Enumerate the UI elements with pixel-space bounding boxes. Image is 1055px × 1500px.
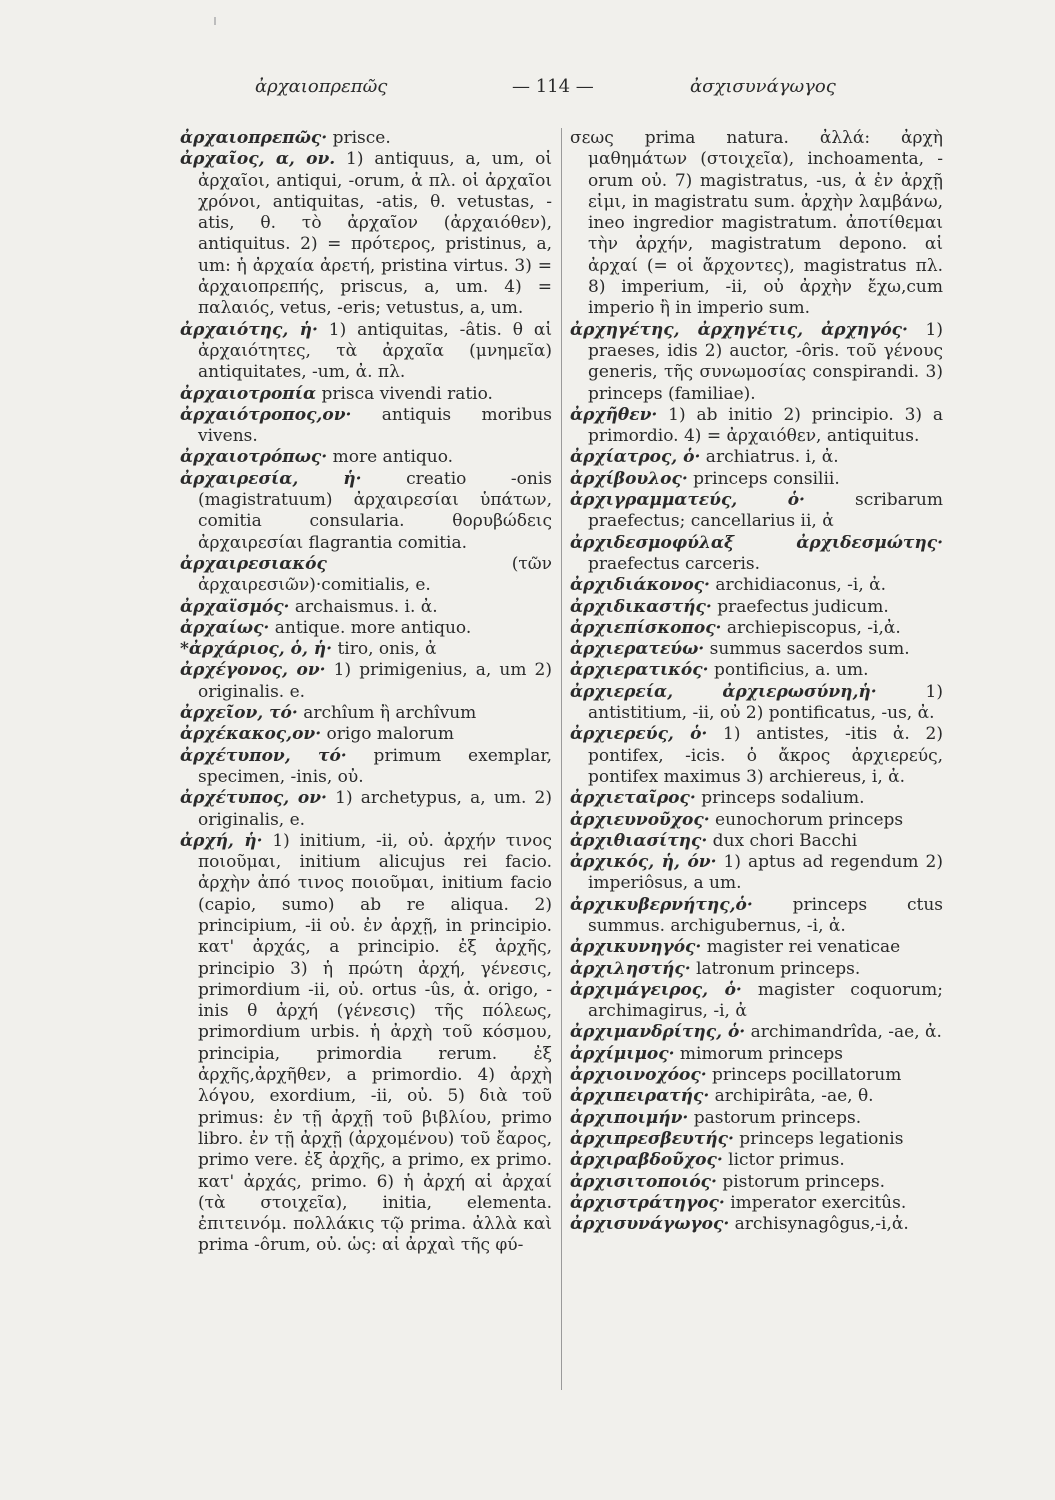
dictionary-entry xyxy=(180,724,552,745)
headword: ἀρχαιρεσιακός xyxy=(180,553,327,574)
dictionary-entry xyxy=(570,618,943,639)
headword: ἀρχισιτοποιός· xyxy=(570,1171,717,1192)
definition: 1) antiquitas, -âtis. θ αἱ ἀρχαιότητες, τὰ ἀρχαῖα (μνημεῖα) antiquitates, -um, ἀ. πλ. xyxy=(198,319,553,383)
dictionary-entry xyxy=(180,149,552,319)
definition: pastorum princeps. xyxy=(688,1107,862,1128)
headword: ἀρχαιότροπος,ον· xyxy=(180,404,352,425)
dictionary-entry xyxy=(570,575,943,596)
headword: ἀρχιστράτηγος· xyxy=(570,1192,725,1213)
headword: ἀρχιπρεσβευτής· xyxy=(570,1128,734,1149)
headword: ἀρχισυνάγωγος· xyxy=(570,1214,730,1235)
dictionary-entry xyxy=(180,660,552,703)
headword: ἀρχιεπίσκοπος· xyxy=(570,617,722,638)
dictionary-entry xyxy=(180,788,552,831)
definition: primum exemplar, specimen, -inis, οὐ. xyxy=(198,745,552,787)
headword: ἀρχέγονος, ον· xyxy=(180,660,326,681)
paper-mark xyxy=(214,17,216,25)
dictionary-entry xyxy=(570,1086,943,1107)
headword: ἀρχιευνοῦχος· xyxy=(570,809,710,830)
headword: ἀρχιληστής· xyxy=(570,958,691,979)
definition: mimorum princeps xyxy=(674,1043,844,1064)
headword: ἀρχιδιάκονος· xyxy=(570,575,710,596)
dictionary-entry xyxy=(180,469,552,554)
definition: archiatrus. i, ἀ. xyxy=(700,447,839,468)
headword: ἀρχιερατεύω· xyxy=(570,639,705,660)
definition: archaismus. i. ἀ. xyxy=(289,596,438,617)
dictionary-entry xyxy=(180,554,552,597)
definition: princeps sodalium. xyxy=(695,788,865,809)
definition: antique. more antiquo. xyxy=(269,617,472,638)
headword: ἀρχηγέτης, ἀρχηγέτις, ἀρχηγός· xyxy=(570,319,908,340)
header-last-word: ἀσχισυνάγωγος xyxy=(690,76,836,97)
dictionary-entry xyxy=(570,447,943,468)
headword: ἀρχιμάγειρος, ὁ· xyxy=(570,979,742,1000)
definition: archipirâta, -ae, θ. xyxy=(709,1086,874,1107)
headword: ἀρχιδεσμοφύλαξ ἀρχιδεσμώτης· xyxy=(570,532,943,553)
dictionary-entry xyxy=(180,128,552,149)
header-first-word: ἀρχαιοπρεπῶς xyxy=(255,76,388,97)
right-column xyxy=(570,128,943,1235)
headword: ἀρχέτυπος, ον· xyxy=(180,788,327,809)
dictionary-entry xyxy=(570,959,943,980)
definition: scribarum praefectus; cancellarius ii, ἀ xyxy=(588,490,943,532)
dictionary-entry xyxy=(570,724,943,788)
headword: ἀρχεῖον, τό· xyxy=(180,703,298,724)
definition: princeps ctus summus. archigubernus, -i, ἀ. xyxy=(588,894,943,936)
definition: archidiaconus, -i, ἀ. xyxy=(709,575,887,596)
definition: princeps consilii. xyxy=(687,468,840,489)
definition: more antiquo. xyxy=(327,447,454,468)
definition: σεως prima natura. ἀλλά: ἀρχὴ μαθημάτων (στοιχεῖα), inchoamenta, -orum οὐ. 7) magistratus, -us, ἀ ἐν ἀρχῇ εἰμι, in magistratu sum. ἀρχὴν λαμβάνω, ineo ingredior magistratum. ἀποτίθεμαι τὴν ἀρχήν, magistratum depono. αἱ ἀρχαί (= οἱ ἄρχοντες), magistratus πλ. 8) imperium, -ii, οὐ ἀρχὴν ἔχω,cum imperio ἢ in imperio sum. xyxy=(570,128,943,319)
definition: 1) ab initio 2) principio. 3) a primordio. 4) = ἀρχαιόθεν, antiquitus. xyxy=(588,404,943,447)
dictionary-entry xyxy=(570,469,943,490)
definition: archimandrîda, -ae, ἀ. xyxy=(745,1022,942,1043)
dictionary-entry xyxy=(570,1172,943,1193)
definition: antiquis moribus vivens. xyxy=(198,404,552,447)
dictionary-entry xyxy=(570,1129,943,1150)
definition: archiepiscopus, -i,ἀ. xyxy=(721,617,901,638)
definition: princeps legationis xyxy=(733,1128,904,1149)
headword: ἀρχικός, ἡ, όν· xyxy=(570,852,717,873)
definition: archîum ἢ archîvum xyxy=(297,703,477,724)
dictionary-entry xyxy=(180,597,552,618)
dictionary-entry xyxy=(570,937,943,958)
definition: origo malorum xyxy=(321,724,454,745)
definition: latronum princeps. xyxy=(690,958,861,979)
dictionary-entry xyxy=(570,831,943,852)
left-column xyxy=(180,128,552,1257)
dictionary-entry xyxy=(180,639,552,660)
dictionary-entry xyxy=(180,320,552,384)
headword: ἀρχιπειρατής· xyxy=(570,1086,710,1107)
definition: (τῶν ἀρχαιρεσιῶν)·comitialis, e. xyxy=(198,553,552,596)
dictionary-entry xyxy=(570,895,943,938)
dictionary-entry xyxy=(180,703,552,724)
dictionary-entry xyxy=(180,618,552,639)
headword: ἀρχιερατικός· xyxy=(570,660,709,681)
dictionary-entry xyxy=(570,810,943,831)
dictionary-entry xyxy=(180,746,552,789)
dictionary-entry xyxy=(570,1108,943,1129)
headword: ἀρχιποιμήν· xyxy=(570,1107,689,1128)
dictionary-entry xyxy=(570,1193,943,1214)
headword: ἀρχαϊσμός· xyxy=(180,596,290,617)
dictionary-entry xyxy=(570,660,943,681)
definition: eunochorum princeps xyxy=(709,809,904,830)
dictionary-entry xyxy=(570,1214,943,1235)
headword: ἀρχιερεύς, ὁ· xyxy=(570,724,708,745)
headword: *ἀρχάριος, ὁ, ἡ· xyxy=(180,639,333,660)
headword: ἀρχαιρεσία, ἡ· xyxy=(180,468,362,489)
dictionary-entry xyxy=(180,831,552,1257)
column-divider xyxy=(561,128,562,1390)
headword: ἀρχίατρος, ὁ· xyxy=(570,447,701,468)
headword: ἀρχαιοτρόπως· xyxy=(180,447,328,468)
headword: ἀρχαιοπρεπῶς· xyxy=(180,128,328,148)
headword: ἀρχιθιασίτης· xyxy=(570,830,708,851)
dictionary-entry xyxy=(570,639,943,660)
definition: imperator exercitûs. xyxy=(724,1192,907,1213)
definition: prisce. xyxy=(327,128,391,148)
headword: ἀρχιγραμματεύς, ὁ· xyxy=(570,490,805,511)
headword: ἀρχαίως· xyxy=(180,617,270,638)
headword: ἀρχίμιμος· xyxy=(570,1043,675,1064)
definition: 1) antistes, -itis ἀ. 2) pontifex, -icis. ὁ ἄκρος ἀρχιερεύς, pontifex maximus 3) archiereus, i, ἀ. xyxy=(588,724,943,787)
headword: ἀρχέτυπον, τό· xyxy=(180,745,347,766)
dictionary-entry xyxy=(570,1065,943,1086)
definition: 1) praeses, idis 2) auctor, -ôris. τοῦ γένους generis, τῆς συνωμοσίας conspirandi. 3) princeps (familiae). xyxy=(588,319,943,404)
definition: 1) antiquus, a, um, οἱ ἀρχαῖοι, antiqui, -orum, ἀ πλ. οἱ ἀρχαῖοι χρόνοι, antiquitas, -atis, θ. vetustas, -atis, θ. τὸ ἀρχαῖον (ἀρχαιόθεν), antiquitus. 2) = πρότερος, pristinus, a, um: ἡ ἀρχαία ἀρετή, pristina virtus. 3) = ἀρχαιοπρεπής, priscus, a, um. 4) = παλαιός, vetus, -eris; vetustus, a, um. xyxy=(198,149,552,319)
definition: creatio -onis (magistratuum) ἀρχαιρεσίαι ὑπάτων, comitia consularia. θορυβώδεις ἀρχαιρεσίαι flagrantia comitia. xyxy=(198,468,552,553)
dictionary-entry xyxy=(570,788,943,809)
headword: ἀρχαιότης, ἡ· xyxy=(180,319,318,340)
headword: ἀρχιραβδοῦχος· xyxy=(570,1150,723,1171)
dictionary-entry xyxy=(570,533,943,576)
dictionary-entry xyxy=(570,1022,943,1043)
definition: praefectus judicum. xyxy=(711,596,889,617)
headword: ἀρχαιοτροπία xyxy=(180,383,317,404)
dictionary-entry xyxy=(570,597,943,618)
definition: pontificius, a. um. xyxy=(708,660,869,681)
dictionary-entry xyxy=(570,320,943,405)
dictionary-entry xyxy=(180,384,552,405)
definition: archisynagôgus,-i,ἀ. xyxy=(729,1214,909,1235)
definition: pistorum princeps. xyxy=(716,1171,886,1192)
headword: ἀρχαῖος, α, ον. xyxy=(180,149,336,170)
headword: ἀρχή, ἡ· xyxy=(180,830,263,851)
definition: lictor primus. xyxy=(722,1150,845,1171)
dictionary-entry xyxy=(570,128,943,320)
headword: ἀρχικυνηγός· xyxy=(570,937,702,958)
definition: 1) aptus ad regendum 2) imperiôsus, a um. xyxy=(588,852,943,894)
definition: 1) archetypus, a, um. 2) originalis, e. xyxy=(198,788,552,830)
dictionary-entry xyxy=(570,980,943,1023)
definition: dux chori Bacchi xyxy=(707,830,858,851)
definition: 1) primigenius, a, um 2) originalis. e. xyxy=(198,660,552,702)
definition: praefectus carceris. xyxy=(588,553,761,574)
dictionary-entry xyxy=(570,682,943,725)
headword: ἀρχικυβερνήτης,ὁ· xyxy=(570,894,753,915)
headword: ἀρχιοινοχόος· xyxy=(570,1065,707,1086)
definition: summus sacerdos sum. xyxy=(704,639,910,660)
headword: ἀρχῆθεν· xyxy=(570,404,658,425)
definition: 1) initium, -ii, οὐ. ἀρχήν τινος ποιοῦμαι, initium alicujus rei facio. ἀρχὴν ἀπό τινος ποιοῦμαι, initium facio (capio, sumo) ab re aliqua. 2) principium, -ii οὐ. ἐν ἀρχῇ, in principio. κατ' ἀρχάς, a principio. ἐξ ἀρχῆς, principio 3) ἡ πρώτη ἀρχή, γένεσις, primordium -ii, οὐ. ortus -ûs, ἀ. origo, -inis θ ἀρχή (γένεσις) τῆς πόλεως, primordium urbis. ἡ ἀρχὴ τοῦ κόσμου, principia, primordia rerum. ἐξ ἀρχῆς,ἀρχῆθεν, a primordio. 4) ἀρχὴ λόγου, exordium, -ii, οὐ. 5) διὰ τοῦ primus: ἐν τῇ ἀρχῇ τοῦ βιβλίου, primo libro. ἐν τῇ ἀρχῇ (ἀρχομένου) τοῦ ἔαρος, primo vere. ἐξ ἀρχῆς, a primo, ex primo. κατ' ἀρχάς, primo. 6) ἡ ἀρχή αἱ ἀρχαί (τὰ στοιχεῖα), initia, elementa. ἐπιτεινόμ. πολλάκις τῷ prima. ἀλλὰ καὶ prima -ôrum, οὐ. ὡς: αἱ ἀρχαὶ τῆς φύ- xyxy=(198,830,552,1256)
definition: prisca vivendi ratio. xyxy=(316,383,493,404)
page-number: — 114 — xyxy=(512,76,594,97)
headword: ἀρχίβουλος· xyxy=(570,468,688,489)
definition: 1) antistitium, -ii, οὐ 2) pontificatus, -us, ἀ. xyxy=(588,681,944,724)
headword: ἀρχιδικαστής· xyxy=(570,596,712,617)
dictionary-entry xyxy=(570,490,943,533)
definition: magister rei venaticae xyxy=(701,937,901,958)
definition: princeps pocillatorum xyxy=(706,1065,902,1086)
page-header xyxy=(0,76,1055,104)
headword: ἀρχιερεία, ἀρχιερωσύνη,ἡ· xyxy=(570,681,877,702)
headword: ἀρχιεταῖρος· xyxy=(570,788,696,809)
definition: tiro, onis, ἀ xyxy=(332,639,437,660)
dictionary-entry xyxy=(180,405,552,448)
dictionary-entry xyxy=(570,1044,943,1065)
definition: magister coquorum; archimagirus, -i, ἀ xyxy=(588,979,943,1022)
dictionary-entry xyxy=(180,447,552,468)
dictionary-entry xyxy=(570,1150,943,1171)
dictionary-entry xyxy=(570,405,943,448)
headword: ἀρχιμανδρίτης, ὁ· xyxy=(570,1022,746,1043)
headword: ἀρχέκακος,ον· xyxy=(180,724,322,745)
dictionary-entry xyxy=(570,852,943,895)
